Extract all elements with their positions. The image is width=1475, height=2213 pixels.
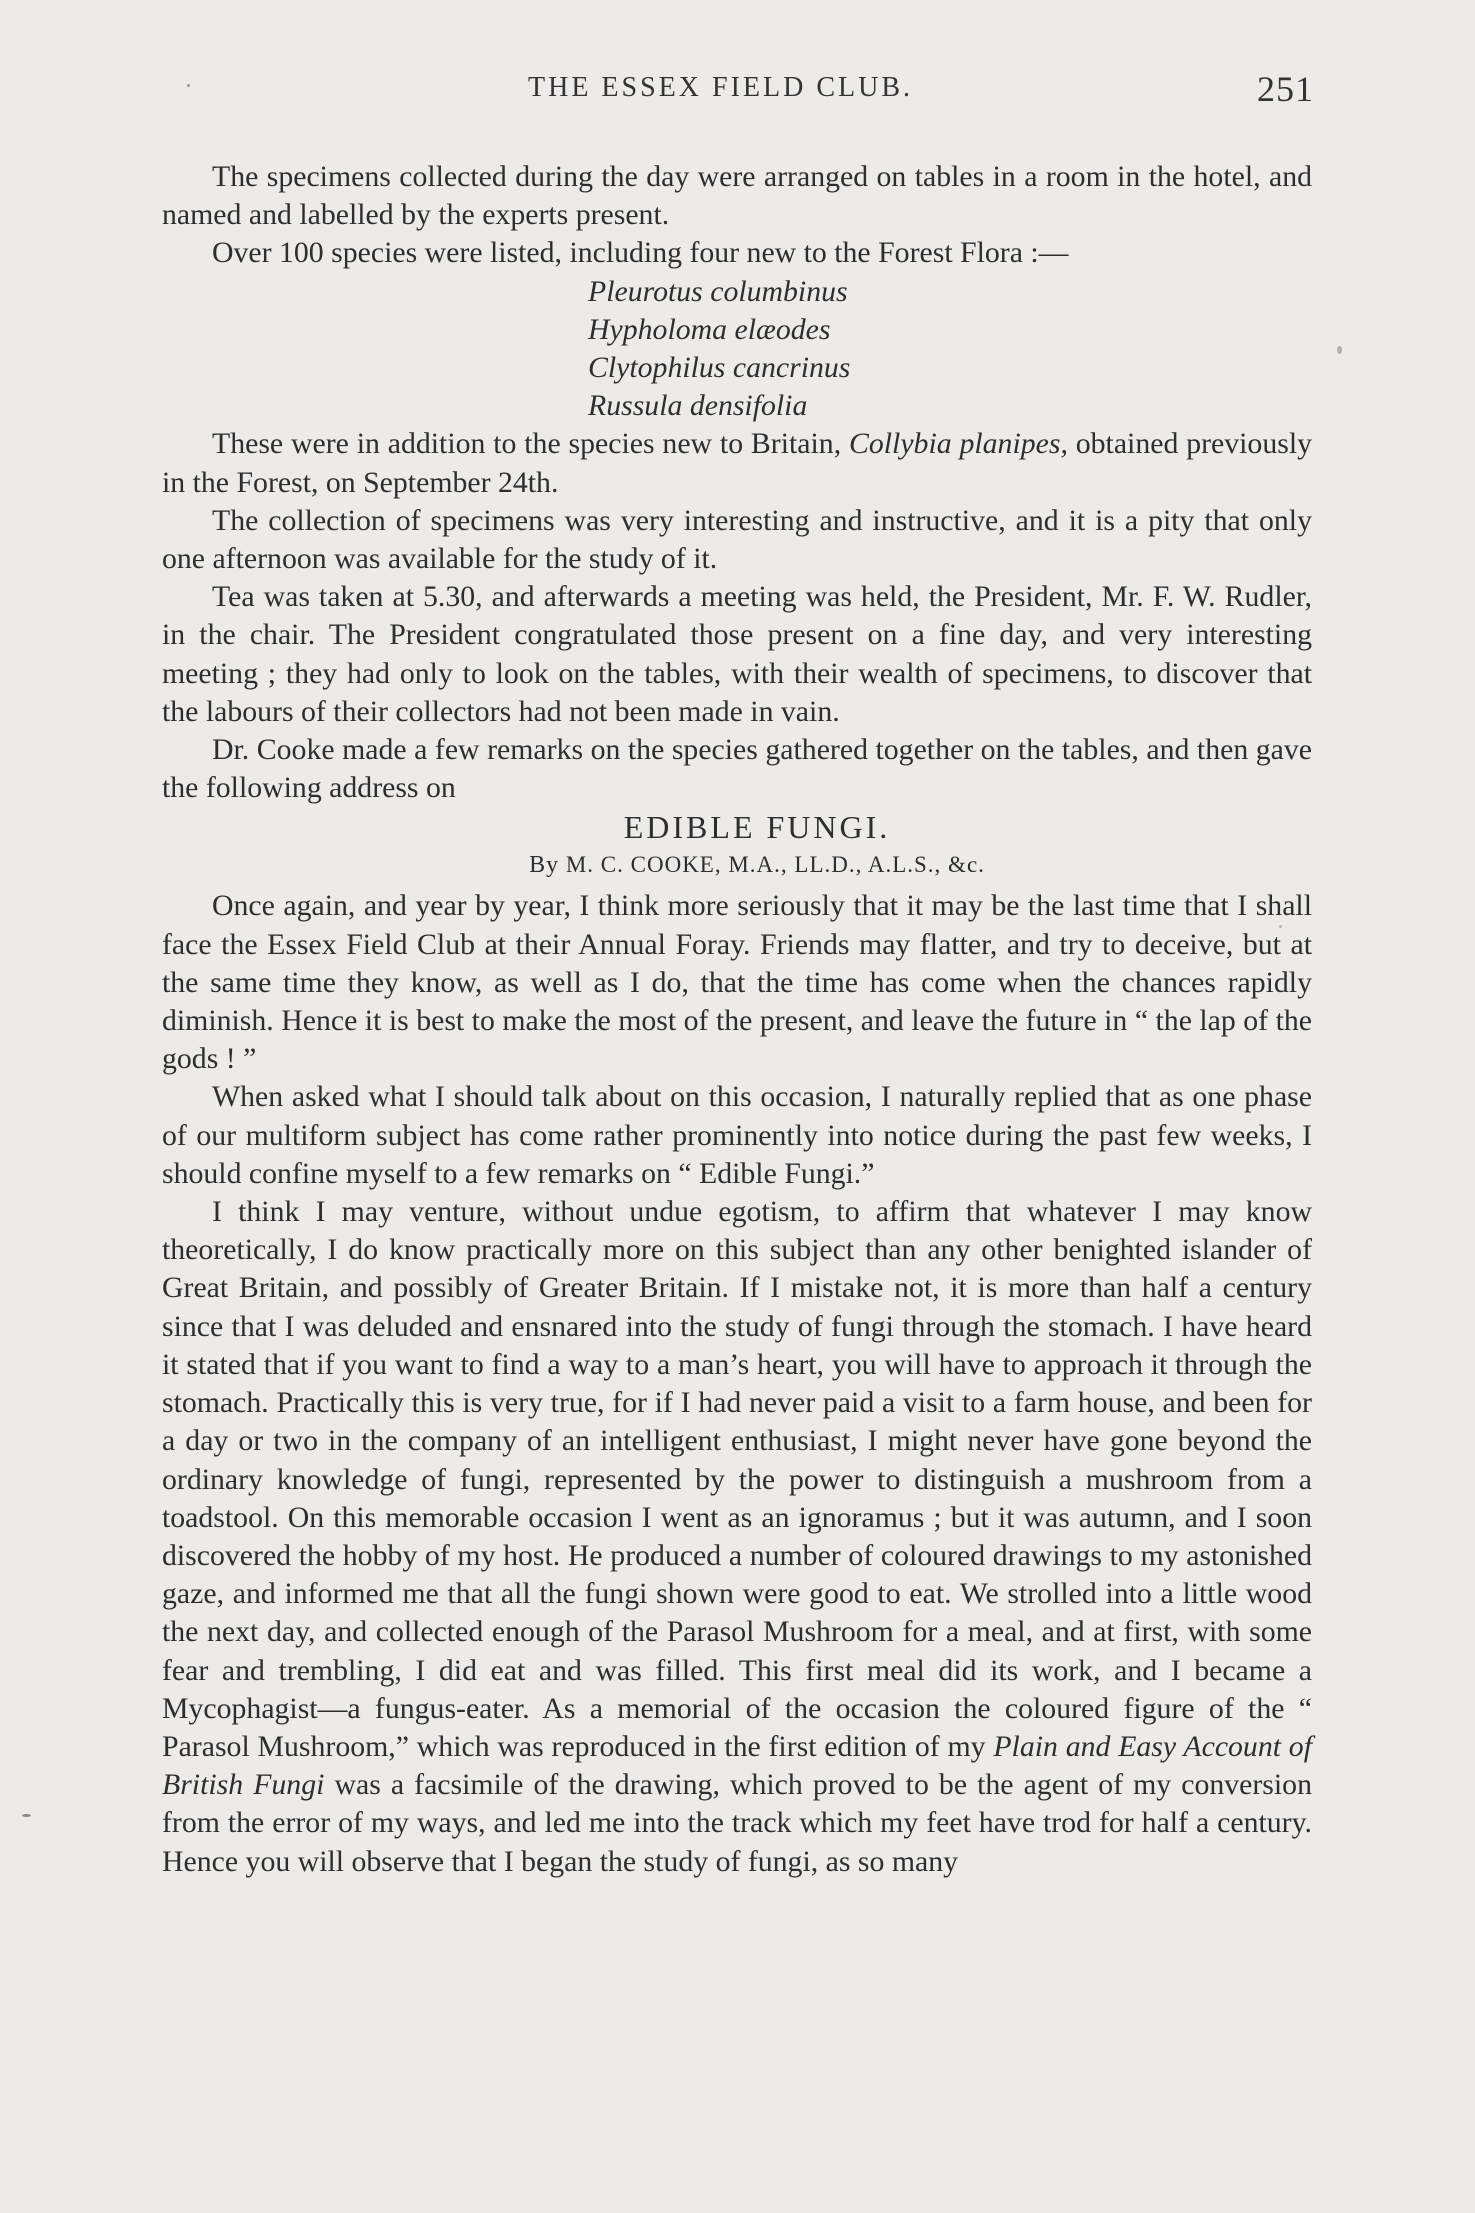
paragraph-when-asked: When asked what I should talk about on this occasion, I naturally replied that as one phase of our multiform subject has come rather prominently into notice during the past few weeks, I should confine myself to a few remarks on “ Edible Fungi.” [162, 1080, 1312, 1190]
paragraph-specimens: The specimens collected during the day were arranged on tables in a room in the hotel, and named and labelled by the experts present. [162, 160, 1312, 232]
book-title: Plain and Easy Account of British Fungi [162, 1729, 1312, 1802]
species-list-item: Clytophilus cancrinus [588, 351, 851, 385]
running-title: THE ESSEX FIELD CLUB. [528, 72, 913, 103]
byline-author: M. C. COOKE, M.A., LL.D., A.L.S., &c. [565, 852, 985, 878]
paragraph-new-to-britain [162, 425, 1312, 501]
paragraph-species-count: Over 100 species were listed, including four new to the Forest Flora :— [212, 236, 1069, 270]
species-list-item: Hypholoma elæodes [588, 312, 831, 346]
paper-speck [1279, 925, 1282, 928]
running-head [0, 69, 1475, 122]
paragraph-text: These were in addition to the species new to Britain, [212, 427, 849, 461]
paragraph-text: I think I may venture, without undue egotism, to affirm that whatever I may know theoretically, I do know practically more on this subject than any other benighted islander of Great Britain, and possibly of Greater Britain. If I mistake not, it is more than half a century since that I was deluded and ensnared into the study of fungi through the stomach. I have heard it stated that if you want to find a way to a man’s heart, you will have to approach it through the stomach. Practically this is very true, for if I had never paid a visit to a farm house, and been for a day or two in the company of an intelligent enthusiast, I might never have gone beyond the ordinary knowledge of fungi, represented by the power to distinguish a mushroom from a toadstool. On this memorable occasion I went as an ignoramus ; but it was autumn, and I soon discovered the hobby of my host. He produced a number of coloured drawings to my astonished gaze, and informed me that all the fungi shown were good to eat. We strolled into a little wood the next day, and collected enough of the Parasol Mushroom for a meal, and at first, with some fear and trembling, I did eat and was filled. This first meal did its work, and I became a Mycophagist—a fungus-eater. As a memorial of the occasion the coloured figure of the “ Parasol Mushroom,” which was reproduced in the first edition of my [162, 1195, 1312, 1763]
paper-speck [1337, 346, 1342, 354]
paragraph-once-again: Once again, and year by year, I think more seriously that it may be the last time that I shall face the Essex Field Club at their Annual Foray. Friends may flatter, and try to deceive, but at the same time they know, as well as I do, that the time has come when the chances rapidly diminish. Hence it is best to make the most of the present, and leave the future in “ the lap of the gods ! ” [162, 889, 1312, 1076]
paper-speck [22, 1814, 31, 1817]
paper-speck [187, 84, 190, 87]
paragraph-text: was a facsimile of the drawing, which proved to be the agent of my conversion from the error of my ways, and led me into the track which my feet have trod for half a century. Hence you will observe that I began the study of fungi, as so many [162, 1768, 1312, 1878]
paragraph-text: obtained previously in the Forest, on September 24th. [162, 427, 1312, 499]
page-number: 251 [1257, 69, 1314, 109]
paragraph-collection: The collection of specimens was very interesting and instructive, and it is a pity that only one afternoon was available for the study of it. [162, 503, 1312, 576]
address-title: EDIBLE FUNGI. [623, 809, 891, 846]
paragraph-dr-cooke: Dr. Cooke made a few remarks on the species gathered together on the tables, and then gave the following address on [162, 733, 1312, 805]
paragraph-tea-meeting: Tea was taken at 5.30, and afterwards a meeting was held, the President, Mr. F. W. Rudler, in the chair. The President congratulated those present on a fine day, and very interesting meeting ; they had only to look on the tables, with their wealth of specimens, to discover that the labours of their collectors had not been made in vain. [162, 580, 1312, 728]
species-name: Collybia planipes, [849, 427, 1068, 461]
paragraph-i-think [162, 1193, 1312, 1881]
byline-prefix: By [529, 852, 560, 879]
species-list-item: Pleurotus columbinus [588, 274, 848, 308]
species-list [162, 273, 1312, 426]
address-byline [162, 847, 1312, 883]
species-list-item: Russula densifolia [588, 389, 808, 423]
body-text [162, 158, 1312, 1881]
